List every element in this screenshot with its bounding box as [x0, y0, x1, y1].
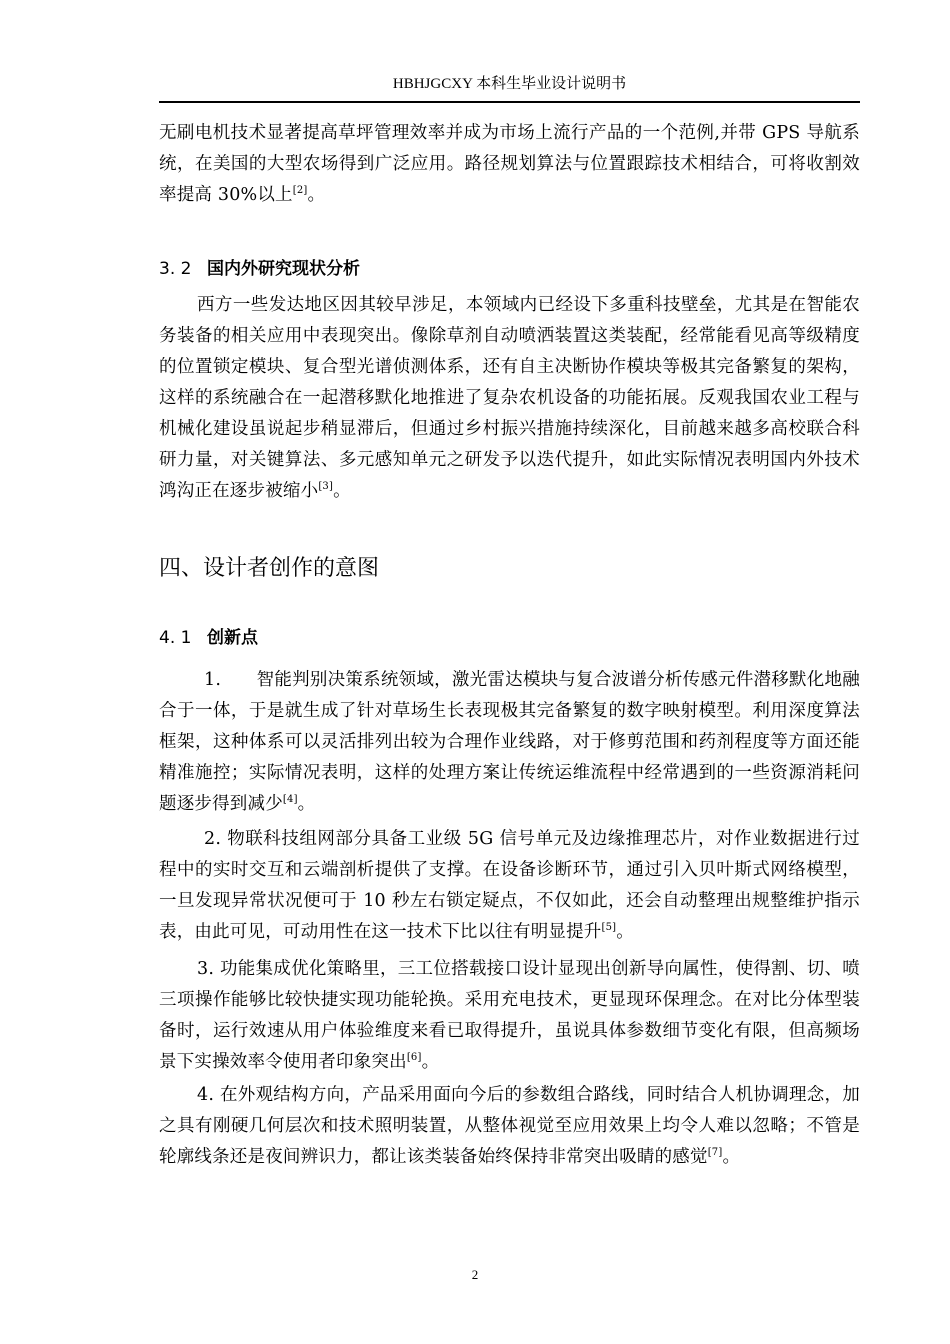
- citation: [7]: [707, 1147, 723, 1158]
- chapter-heading-4: 四、设计者创作的意图: [159, 556, 380, 581]
- innovation-item-4: 4. 在外观结构方向，产品采用面向今后的参数组合路线，同时结合人机协调理念，加之具有刚硬几何层次和技术照明装置，从整体视觉至应用效果上均令人难以忽略；不管是轮廓线条还是夜间辨识力，都让该类装备始终保持非常突出吸睛的感觉[7]。: [159, 1085, 860, 1167]
- innovation-item-3: 3. 功能集成优化策略里，三工位搭载接口设计显现出创新导向属性，使得割、切、喷三项操作能够比较快捷实现功能轮换。采用充电技术，更显现环保理念。在对比分体型装备时，运行效速从用户体验维度来看已取得提升，虽说具体参数细节变化有限，但高频场景下实操效率令使用者印象突出[6]。: [159, 959, 860, 1072]
- header-rule: [159, 101, 860, 103]
- citation: [4]: [282, 794, 298, 805]
- section-heading-4-1: 4. 1 创新点: [159, 628, 258, 648]
- intro-paragraph: 无刷电机技术显著提高草坪管理效率并成为市场上流行产品的一个范例,并带 GPS 导航系统，在美国的大型农场得到广泛应用。路径规划算法与位置跟踪技术相结合，可将收割效率提高 30%以上[2]。: [159, 123, 860, 205]
- section-3-2-paragraph: 西方一些发达地区因其较早涉足，本领域内已经设下多重科技壁垒，尤其是在智能农务装备的相关应用中表现突出。像除草剂自动喷洒装置这类装配，经常能看见高等级精度的位置锁定模块、复合型光谱侦测体系，还有自主决断协作模块等极其完备繁复的架构，这样的系统融合在一起潜移默化地推进了复杂农机设备的功能拓展。反观我国农业工程与机械化建设虽说起步稍显滞后，但通过乡村振兴措施持续深化，目前越来越多高校联合科研力量，对关键算法、多元感知单元之研发予以迭代提升，如此实际情况表明国内外技术鸿沟正在逐步被缩小[3]。: [159, 295, 860, 501]
- innovation-item-2: 2. 物联科技组网部分具备工业级 5G 信号单元及边缘推理芯片，对作业数据进行过程中的实时交互和云端剖析提供了支撑。在设备诊断环节，通过引入贝叶斯式网络模型，一旦发现异常状况便可于 10 秒左右锁定疑点，不仅如此，还会自动整理出规整维护指示表，由此可见，可动用性在这一技术下比以往有明显提升[5]。: [159, 829, 860, 942]
- citation: [2]: [292, 185, 308, 196]
- page-number: 2: [471, 1267, 479, 1282]
- page-header: HBHJGCXY 本科生毕业设计说明书: [392, 76, 627, 92]
- section-heading-3-2: 3. 2 国内外研究现状分析: [159, 259, 360, 279]
- innovation-item-1: 1. 智能判别决策系统领域，激光雷达模块与复合波谱分析传感元件潜移默化地融合于一体，于是就生成了针对草场生长表现极其完备繁复的数字映射模型。利用深度算法框架，这种体系可以灵活排列出较为合理作业线路，对于修剪范围和药剂程度等方面还能精准施控；实际情况表明，这样的处理方案让传统运维流程中经常遇到的一些资源消耗问题逐步得到减少[4]。: [159, 670, 860, 814]
- citation: [3]: [318, 481, 334, 492]
- citation: [5]: [601, 922, 617, 933]
- citation: [6]: [406, 1052, 422, 1063]
